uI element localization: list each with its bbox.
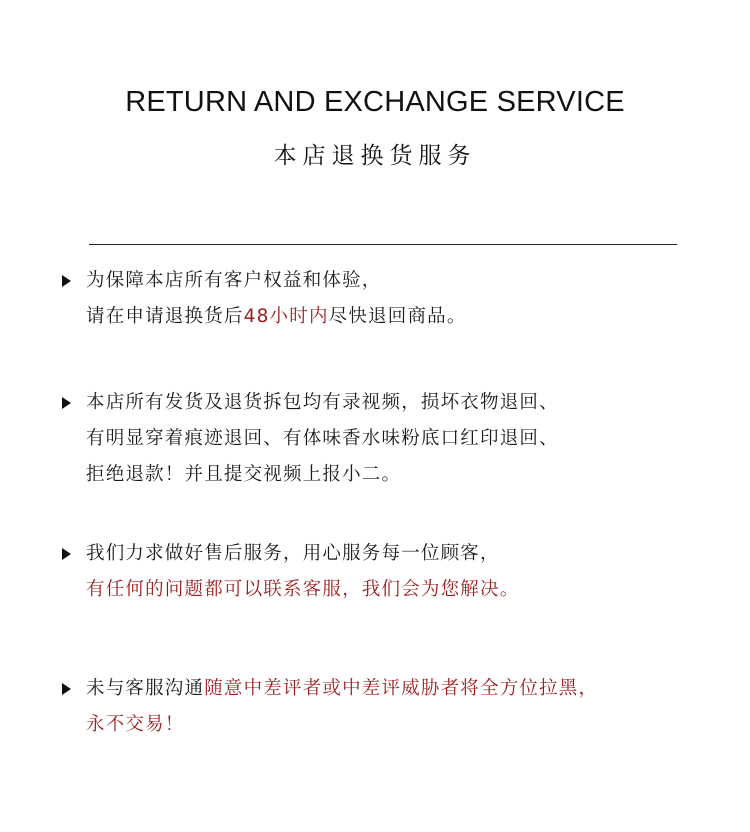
- policy-item-line: 我们力求做好售后服务，用心服务每一位顾客，: [86, 543, 500, 564]
- policy-item-line: 为保障本店所有客户权益和体验，: [86, 270, 382, 291]
- policy-text: 请在申请退换货后: [86, 306, 244, 327]
- policy-item-line: 拒绝退款！并且提交视频上报小二。: [86, 464, 402, 485]
- triangle-right-icon: [62, 548, 71, 560]
- policy-item-line: 本店所有发货及退货拆包均有录视频，损坏衣物退回、: [86, 392, 559, 413]
- policy-text-highlight: 随意中差评者或中差评威胁者将全方位拉黑，: [204, 678, 599, 699]
- policy-item-line-highlight: 永不交易！: [86, 714, 185, 735]
- page-title-english: RETURN AND EXCHANGE SERVICE: [125, 86, 625, 118]
- policy-item-line: [86, 304, 467, 330]
- triangle-right-icon: [62, 683, 71, 695]
- triangle-right-icon: [62, 275, 71, 287]
- policy-item-line: [86, 676, 598, 702]
- policy-text-highlight: 48小时内: [243, 306, 329, 327]
- policy-item-line: 有明显穿着痕迹退回、有体味香水味粉底口红印退回、: [86, 428, 559, 449]
- triangle-right-icon: [62, 397, 71, 409]
- title-divider: [89, 244, 677, 245]
- page-title-chinese: 本店退换货服务: [273, 143, 477, 169]
- policy-text: 尽快退回商品。: [328, 306, 467, 327]
- policy-text: 未与客服沟通: [86, 678, 205, 699]
- policy-item-line-highlight: 有任何的问题都可以联系客服，我们会为您解决。: [86, 579, 520, 600]
